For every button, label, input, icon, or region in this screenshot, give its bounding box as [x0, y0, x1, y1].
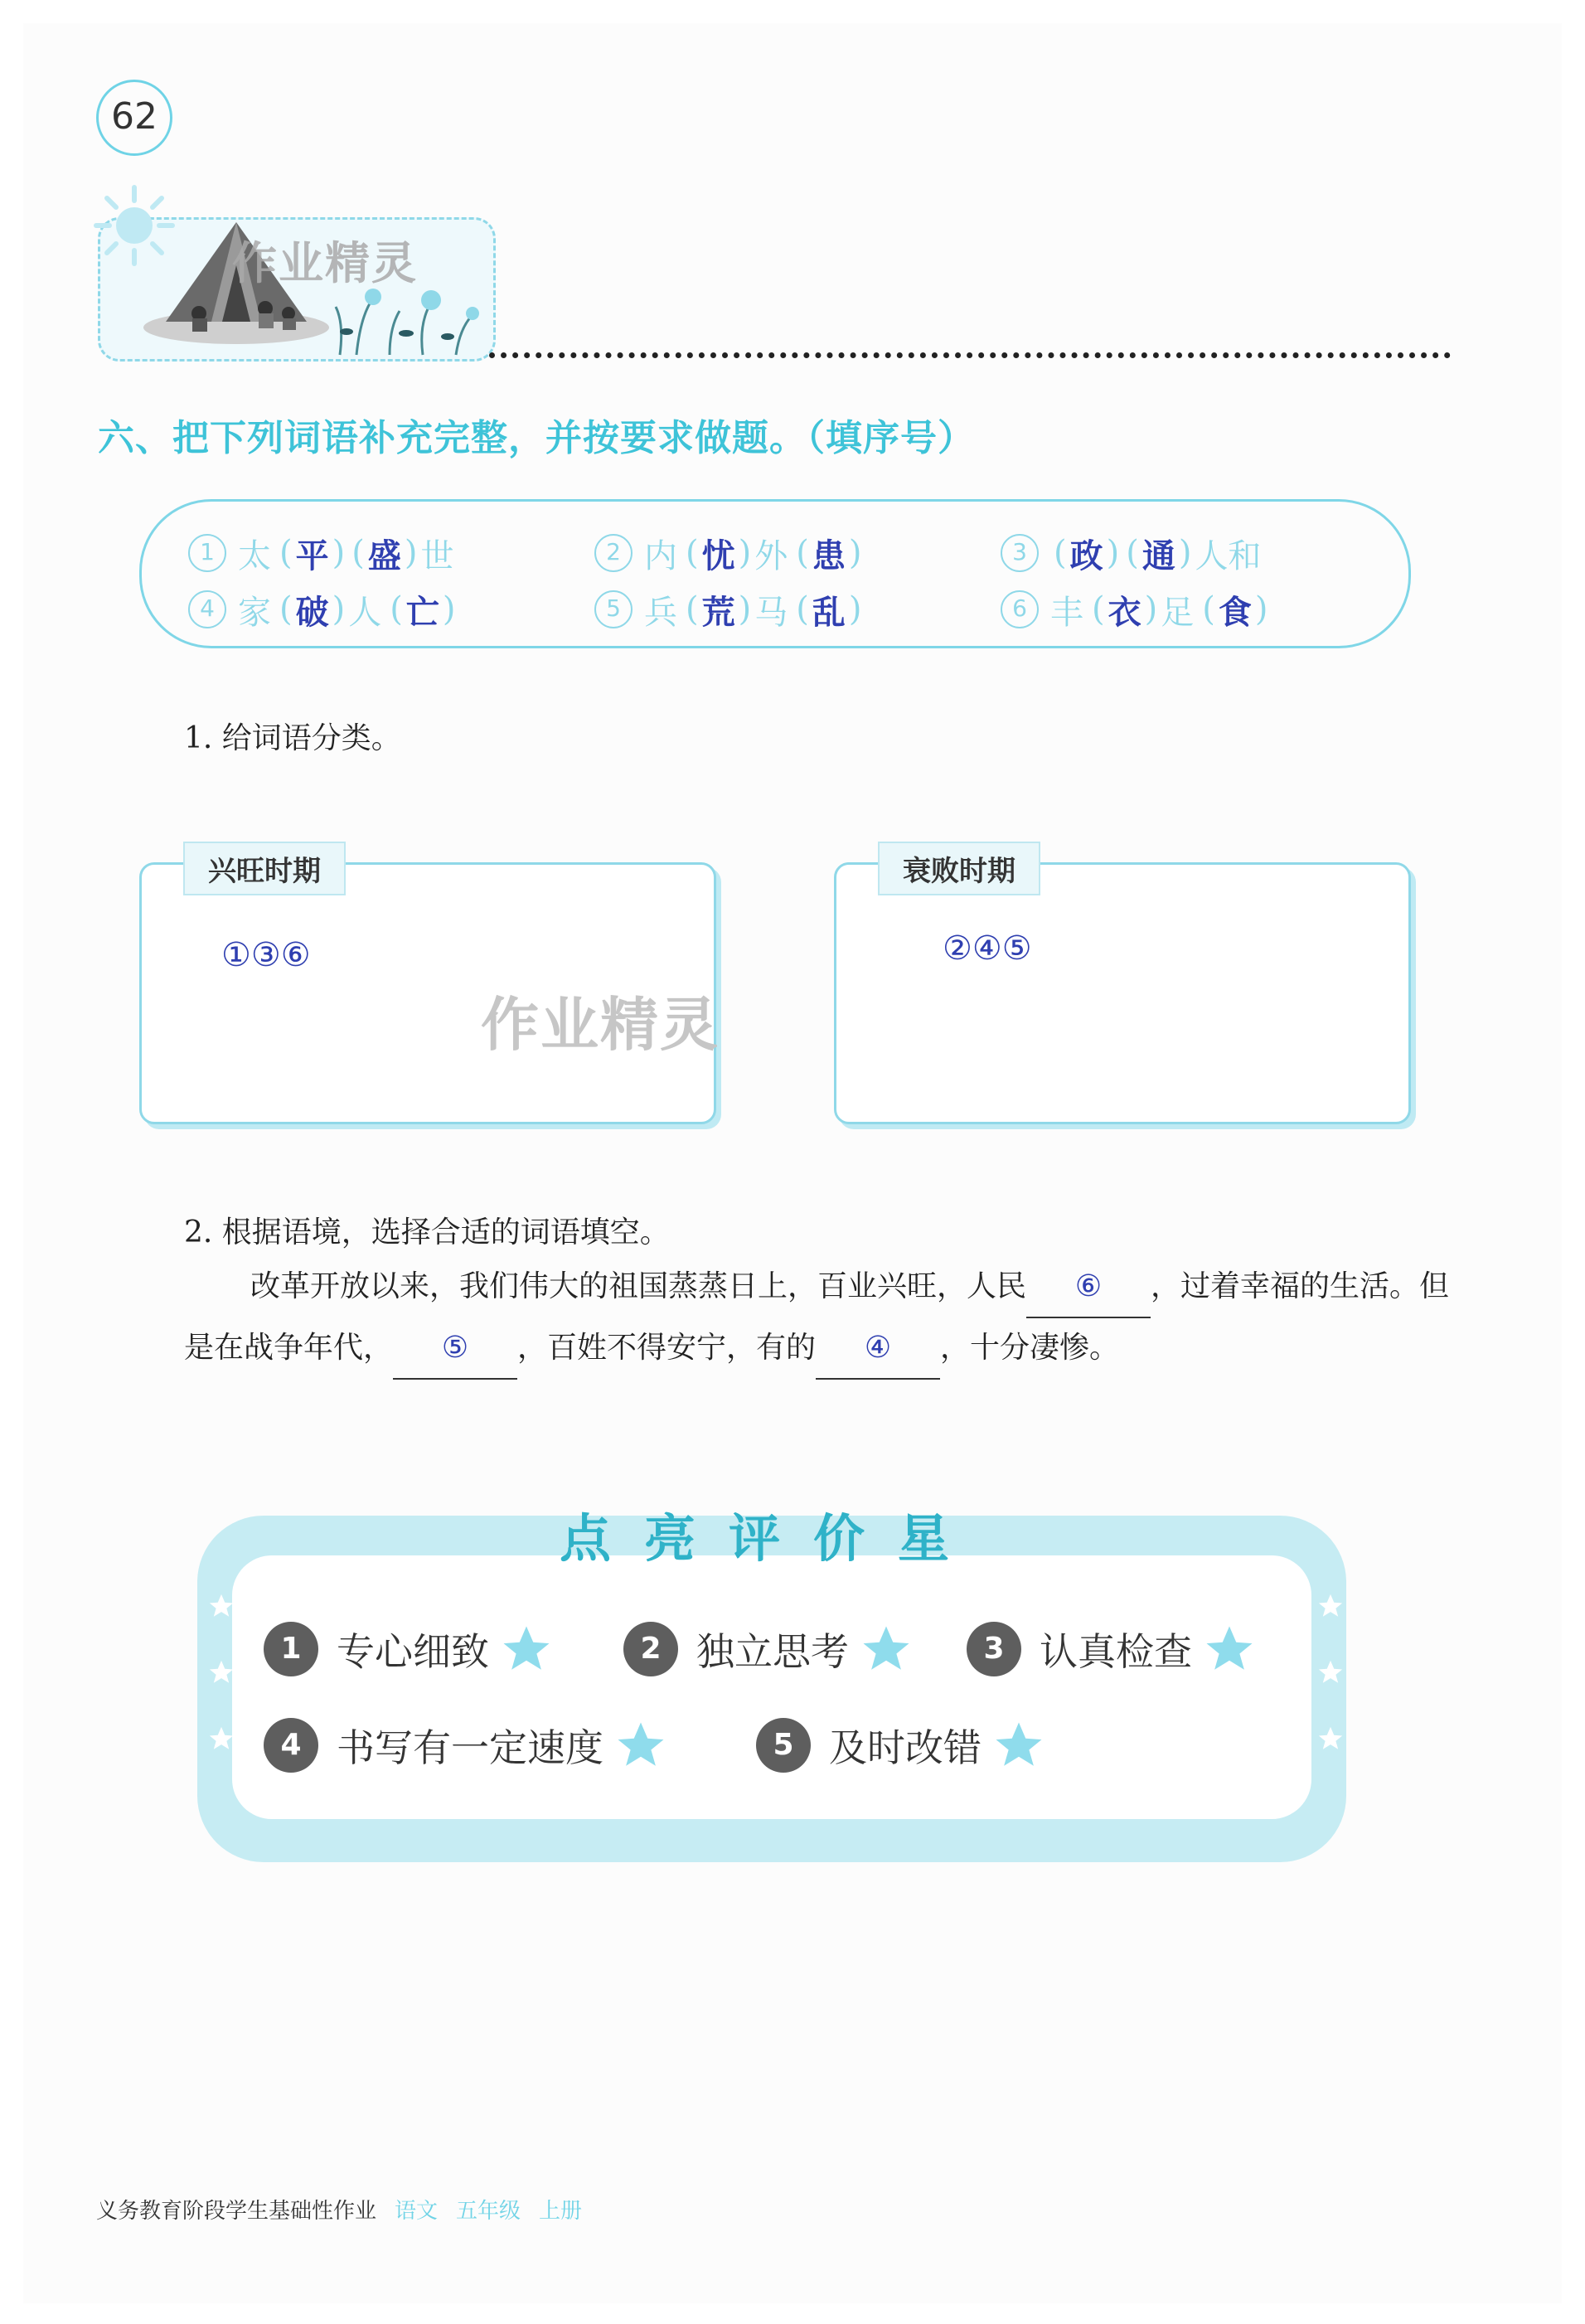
paragraph-text-4: ，十分凄惨。 [940, 1331, 1120, 1365]
idiom-item [594, 530, 1001, 577]
idiom-given-char: 外 [754, 536, 788, 575]
star-icon [1316, 1592, 1345, 1620]
paragraph-text-1: 改革开放以来，我们伟大的祖国蒸蒸日上，百业兴旺，人民 [250, 1269, 1027, 1303]
watermark: 作业精灵 [481, 991, 720, 1059]
evaluation-panel [232, 1555, 1311, 1819]
eval-item-2 [623, 1622, 914, 1676]
footer-volume: 上册 [539, 2199, 583, 2224]
idiom-number: 4 [188, 590, 226, 628]
question-2: 2. 根据语境，选择合适的词语填空。 [184, 1215, 670, 1249]
section-title: 六、把下列词语补充完整，并按要求做题。（填序号） [98, 417, 975, 459]
prosperous-answer: ①③⑥ [221, 936, 311, 974]
star-icon[interactable] [613, 1718, 668, 1773]
answer-blank-1: ⑥ [1026, 1257, 1151, 1318]
decline-box [834, 855, 1411, 1124]
eval-item-1 [264, 1622, 554, 1676]
footer-series: 义务教育阶段学生基础性作业 [96, 2199, 377, 2224]
idiom-given-char: 太 [238, 536, 271, 575]
idiom-filled-char: 盛 [367, 536, 401, 575]
idiom-item [188, 586, 594, 633]
idiom-filled-char: 衣 [1108, 592, 1141, 632]
star-icon [207, 1658, 235, 1686]
paren: ( [1054, 534, 1067, 572]
star-icon [1316, 1725, 1345, 1753]
idiom-filled-char: 破 [295, 592, 329, 632]
paren: ) [848, 590, 862, 628]
paren: ( [351, 534, 365, 572]
idiom-box [139, 499, 1411, 648]
idiom-number: 1 [188, 534, 226, 572]
idiom-number: 2 [594, 534, 633, 572]
idiom-given-char: 马 [754, 593, 788, 632]
paren: ( [796, 590, 809, 628]
idiom-given-char: 兵 [644, 593, 677, 632]
paren: ( [279, 534, 293, 572]
paren: ) [738, 534, 752, 572]
eval-number-badge: 3 [967, 1622, 1021, 1676]
idiom-filled-char: 食 [1218, 592, 1252, 632]
idiom-given-char: 人 [348, 593, 382, 632]
eval-item-4 [264, 1718, 668, 1773]
paragraph-text-3: ，百姓不得安宁，有的 [517, 1331, 817, 1365]
idiom-number: 5 [594, 590, 633, 628]
decline-answer: ②④⑤ [943, 929, 1032, 968]
idiom-item [1001, 530, 1407, 577]
answer-blank-2: ⑤ [393, 1318, 517, 1380]
page-background [23, 23, 1562, 2303]
decline-label: 衰败时期 [878, 842, 1040, 895]
banner-watermark: 作业精灵 [232, 237, 418, 289]
idiom-item [188, 530, 594, 577]
idiom-number: 6 [1001, 590, 1039, 628]
eval-label: 独立思考 [696, 1629, 849, 1674]
idiom-filled-char: 亡 [405, 592, 439, 632]
star-icon[interactable] [859, 1622, 914, 1676]
paren: ) [1254, 590, 1268, 628]
fill-paragraph [184, 1257, 1452, 1380]
idiom-filled-char: 患 [812, 536, 846, 575]
paren: ( [796, 534, 809, 572]
idiom-row-2 [188, 585, 1407, 634]
paren: ) [1144, 590, 1158, 628]
idiom-item [594, 586, 1001, 633]
star-icon [207, 1725, 235, 1753]
footer-grade: 五年级 [456, 2199, 521, 2224]
page-number: 62 [96, 80, 172, 156]
idiom-filled-char: 平 [295, 536, 329, 575]
eval-label: 及时改错 [829, 1725, 982, 1770]
paren: ( [1126, 534, 1139, 572]
plants-illustration [323, 282, 489, 357]
idiom-filled-char: 通 [1141, 536, 1175, 575]
paragraph-text-2: ，过着幸福的生活。但是在战争年代， [184, 1269, 1450, 1365]
idiom-given-char: 世 [420, 536, 454, 575]
paren: ( [686, 534, 699, 572]
star-icon [1316, 1658, 1345, 1686]
paren: ) [848, 534, 862, 572]
idiom-given-char: 丰 [1050, 593, 1083, 632]
eval-label: 书写有一定速度 [337, 1725, 603, 1770]
idiom-row-1 [188, 528, 1407, 578]
paren: ) [442, 590, 456, 628]
idiom-given-char: 家 [238, 593, 271, 632]
paren: ) [738, 590, 752, 628]
idiom-filled-char: 荒 [701, 592, 735, 632]
paren: ( [1092, 590, 1105, 628]
eval-number-badge: 1 [264, 1622, 318, 1676]
idiom-filled-char: 忧 [701, 536, 735, 575]
paren: ) [404, 534, 418, 572]
eval-number-badge: 2 [623, 1622, 678, 1676]
prosperous-label: 兴旺时期 [183, 842, 346, 895]
answer-blank-3: ④ [816, 1318, 940, 1380]
idiom-given-char: 内 [644, 536, 677, 575]
idiom-filled-char: 政 [1069, 536, 1103, 575]
eval-number-badge: 4 [264, 1718, 318, 1773]
question-1: 1. 给词语分类。 [184, 721, 401, 755]
paren: ( [1202, 590, 1215, 628]
paren: ( [686, 590, 699, 628]
dotted-divider [489, 352, 1451, 358]
idiom-given-char: 人和 [1195, 536, 1262, 575]
paren: ( [279, 590, 293, 628]
paren: ) [332, 590, 346, 628]
footer-subject: 语文 [395, 2199, 439, 2224]
evaluation-title: 点亮评价星 [559, 1508, 982, 1569]
paren: ) [1106, 534, 1120, 572]
idiom-number: 3 [1001, 534, 1039, 572]
idiom-given-char: 足 [1161, 593, 1195, 632]
eval-item-3 [967, 1622, 1257, 1676]
footer [96, 2194, 582, 2225]
idiom-item [1001, 586, 1407, 633]
star-icon[interactable] [1202, 1622, 1257, 1676]
eval-label: 认真检查 [1040, 1629, 1192, 1674]
eval-item-5 [756, 1718, 1046, 1773]
idiom-filled-char: 乱 [812, 592, 846, 632]
paren: ) [332, 534, 346, 572]
star-icon[interactable] [499, 1622, 554, 1676]
paren: ( [390, 590, 403, 628]
eval-number-badge: 5 [756, 1718, 811, 1773]
star-icon [207, 1592, 235, 1620]
eval-label: 专心细致 [337, 1629, 489, 1674]
paren: ) [1178, 534, 1192, 572]
star-icon[interactable] [991, 1718, 1046, 1773]
